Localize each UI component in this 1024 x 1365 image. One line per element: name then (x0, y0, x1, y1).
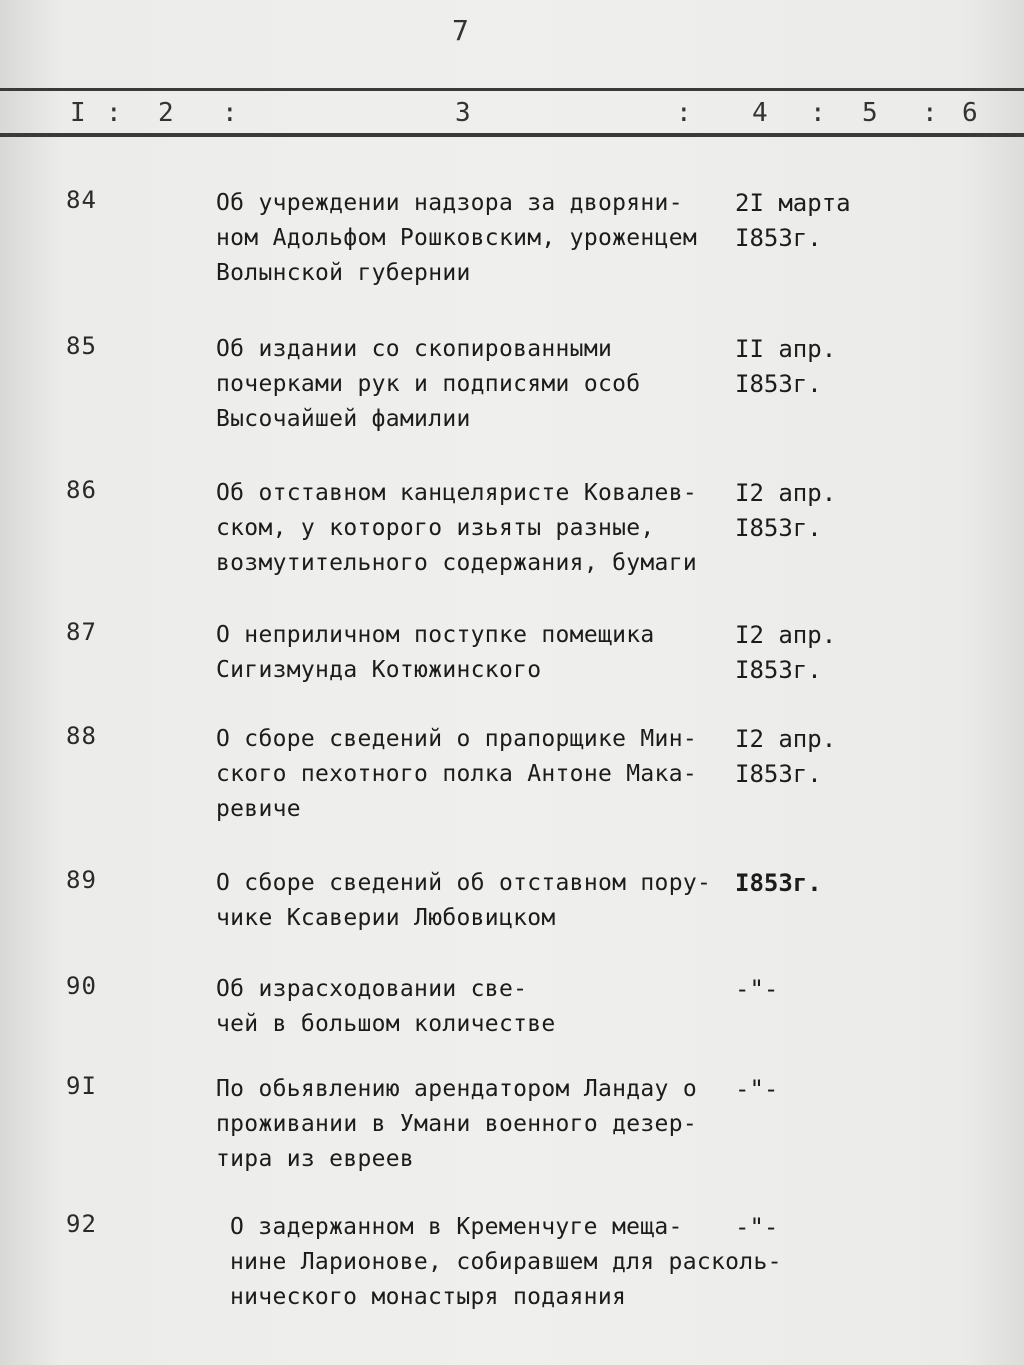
entry-date-line: I853г. (735, 869, 822, 897)
page-number: 7 (452, 14, 469, 47)
entry-number: 92 (66, 1210, 97, 1238)
column-header-4: 4 (752, 98, 768, 128)
entry-date-line: I853г. (735, 370, 822, 398)
entry-title (216, 972, 556, 1042)
entry-number: 89 (66, 866, 97, 894)
entry-number: 88 (66, 722, 97, 750)
entry-title (230, 1210, 782, 1315)
column-separator: : (676, 98, 692, 128)
entry-date-line: II апр. (735, 335, 837, 363)
entry-title-line: Об отставном канцеляристе Ковалев- (216, 480, 698, 506)
entry-title (216, 332, 640, 437)
entry-title-line: тира из евреев (216, 1146, 415, 1172)
entry-title-line: нического монастыря подаяния (230, 1284, 627, 1310)
entry-title-line: О неприличном поступке помещика (216, 622, 655, 648)
column-separator: : (106, 98, 122, 128)
entry-date-line: I853г. (735, 760, 822, 788)
entry-title-line: ревиче (216, 796, 301, 822)
entry-date (735, 972, 778, 1007)
entry-title-line: чей в большом количестве (216, 1011, 556, 1037)
entry-title-line: нине Ларионове, собиравшем для расколь- (230, 1249, 782, 1275)
column-separator: : (810, 98, 826, 128)
entry-title-line: ского пехотного полка Антоне Мака- (216, 761, 698, 787)
entry-number: 86 (66, 476, 97, 504)
entry-date-line: -"- (735, 975, 779, 1003)
entry-number: 90 (66, 972, 97, 1000)
entry-title-line: Волынской губернии (216, 260, 471, 286)
entry-date (735, 1072, 778, 1107)
entry-number: 84 (66, 186, 97, 214)
entry-title-line: Об учреждении надзора за дворяни- (216, 190, 683, 216)
entry-title (216, 722, 697, 827)
entry-number: 9I (66, 1072, 97, 1100)
entry-date-line: I853г. (735, 224, 822, 252)
entry-title-line: почерками рук и подписями особ (216, 371, 641, 397)
column-header-2: 2 (158, 98, 174, 128)
header-bottom-rule (0, 133, 1024, 137)
column-header-5: 5 (862, 98, 878, 128)
entry-title (216, 1072, 697, 1177)
entry-date-line: -"- (735, 1213, 779, 1241)
entry-title-line: Сигизмунда Котюжинского (216, 657, 542, 683)
entry-title (216, 866, 711, 936)
entry-title-line: ском, у которого изьяты разные, (216, 515, 655, 541)
entry-date (735, 476, 836, 546)
entry-date (735, 186, 851, 256)
entry-title-line: О задержанном в Кременчуге меща- (230, 1214, 683, 1240)
entry-title-line: проживании в Умани военного дезер- (216, 1111, 698, 1137)
entry-number: 85 (66, 332, 97, 360)
entry-title-line: О сборе сведений о прапорщике Мин- (216, 726, 698, 752)
entry-date-line: I2 апр. (735, 621, 837, 649)
column-header-3: 3 (455, 98, 471, 128)
entry-date-line: I2 апр. (735, 725, 837, 753)
entry-date-line: I853г. (735, 656, 822, 684)
column-header-6: 6 (962, 98, 978, 128)
entry-date (735, 722, 836, 792)
entry-date-line: 2I марта (735, 189, 851, 217)
entry-date-line: I853г. (735, 514, 822, 542)
entry-title-line: возмутительного содержания, бумаги (216, 550, 698, 576)
entry-title-line: По обьявлению арендатором Ландау о (216, 1076, 698, 1102)
entry-date-line: -"- (735, 1075, 779, 1103)
column-header-1: I (70, 98, 86, 128)
entry-date (735, 618, 836, 688)
entry-date (735, 866, 822, 901)
entry-title-line: чике Ксаверии Любовицком (216, 905, 556, 931)
entry-title (216, 186, 697, 291)
entry-title-line: Высочайшей фамилии (216, 406, 471, 432)
entry-title (216, 618, 655, 688)
entry-title (216, 476, 697, 581)
entry-title-line: Об израсходовании све- (216, 976, 528, 1002)
entry-date (735, 1210, 778, 1245)
column-header-row (0, 98, 1024, 132)
column-separator: : (222, 98, 238, 128)
top-rule (0, 88, 1024, 91)
entry-title-line: Об издании со скопированными (216, 336, 613, 362)
entry-title-line: ном Адольфом Рошковским, уроженцем (216, 225, 698, 251)
entry-number: 87 (66, 618, 97, 646)
entry-date (735, 332, 836, 402)
column-separator: : (922, 98, 938, 128)
entry-date-line: I2 апр. (735, 479, 837, 507)
entry-title-line: О сборе сведений об отставном пору- (216, 870, 712, 896)
